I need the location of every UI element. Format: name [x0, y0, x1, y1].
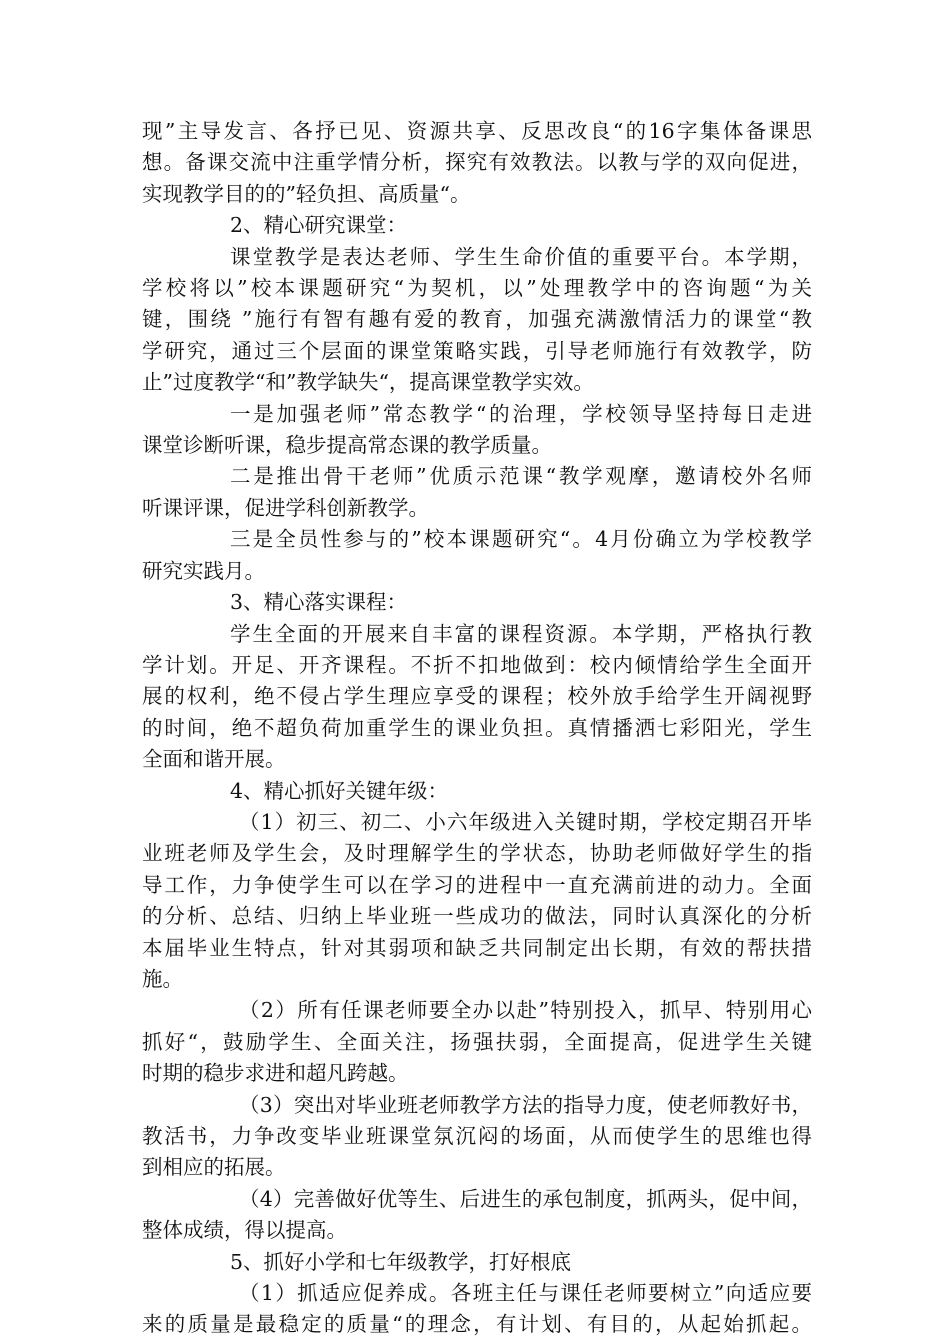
text-line: （3）突出对毕业班老师教学方法的指导力度，使老师教好书，	[239, 1092, 812, 1117]
text-line: 导工作，力争使学生可以在学习的进程中一直充满前进的动力。全面	[142, 872, 812, 897]
text-line: 一是加强老师”常态教学“的治理，学校领导坚持每日走进	[230, 401, 812, 426]
text-line: 学校将以”校本课题研究“为契机，以”处理教学中的咨询题“为关	[142, 276, 812, 301]
text-line: （2）所有任课老师要全办以赴”特别投入，抓早、特别用心	[239, 998, 812, 1023]
text-line: 全面和谐开展。	[142, 747, 286, 772]
text-line: 施。	[142, 966, 183, 991]
text-line: 课堂诊断听课，稳步提高常态课的教学质量。	[142, 433, 552, 458]
text-line: （1）初三、初二、小六年级进入关键时期，学校定期召开毕	[239, 809, 812, 834]
text-line: 的分析、总结、归纳上毕业班一些成功的做法，同时认真深化的分析	[142, 904, 812, 929]
text-line: 5、抓好小学和七年级教学，打好根底	[230, 1249, 572, 1274]
text-line: 学研究，通过三个层面的课堂策略实践，引导老师施行有效教学，防	[142, 338, 812, 363]
text-line: 的时间，绝不超负荷加重学生的课业负担。真情播洒七彩阳光，学生	[142, 715, 812, 740]
text-line: 研究实践月。	[142, 558, 265, 583]
text-line: 整体成绩，得以提高。	[142, 1218, 347, 1243]
text-line: 实现教学目的的”轻负担、高质量“。	[142, 181, 471, 206]
text-line: 课堂教学是表达老师、学生生命价值的重要平台。本学期，	[230, 244, 812, 269]
text-line: 学生全面的开展来自丰富的课程资源。本学期，严格执行教	[230, 621, 812, 646]
text-line: 到相应的拓展。	[142, 1155, 286, 1180]
document-page	[142, 116, 812, 1341]
text-line: 3、精心落实课程：	[230, 590, 408, 615]
text-line: 学计划。开足、开齐课程。不折不扣地做到：校内倾情给学生全面开	[142, 652, 812, 677]
text-line: 来的质量是最稳定的质量“的理念，有计划、有目的，从起始抓起。	[142, 1312, 812, 1337]
text-line: 本届毕业生特点，针对其弱项和缺乏共同制定出长期，有效的帮扶措	[142, 935, 812, 960]
text-line: 展的权利，绝不侵占学生理应享受的课程；校外放手给学生开阔视野	[142, 684, 812, 709]
text-line: 想。备课交流中注重学情分析，探究有效教法。以教与学的双向促进，	[142, 150, 812, 175]
text-line: （1）抓适应促养成。各班主任与课任老师要树立”向适应要	[239, 1281, 812, 1306]
text-line: 时期的稳步求进和超凡跨越。	[142, 1061, 409, 1086]
text-line: 业班老师及学生会，及时理解学生的学状态，协助老师做好学生的指	[142, 841, 812, 866]
text-line: 止”过度教学“和”教学缺失“，提高课堂教学实效。	[142, 370, 594, 395]
text-line: 教活书，力争改变毕业班课堂氛沉闷的场面，从而使学生的思维也得	[142, 1124, 812, 1148]
text-line: 键，围绕 ”施行有智有趣有爱的教育，加强充满激情活力的课堂“教	[142, 307, 812, 332]
text-line: 4、精心抓好关键年级：	[230, 778, 449, 803]
text-line: 2、精心研究课堂：	[230, 213, 408, 238]
text-line: 听课评课，促进学科创新教学。	[142, 495, 429, 520]
text-line: 现”主导发言、各抒已见、资源共享、反思改良“的16字集体备课思	[142, 119, 812, 143]
text-line: 二是推出骨干老师”优质示范课“教学观摩，邀请校外名师	[230, 464, 812, 489]
text-line: 抓好“，鼓励学生、全面关注，扬强扶弱，全面提高，促进学生关键	[142, 1029, 812, 1054]
text-line: （4）完善做好优等生、后进生的承包制度，抓两头，促中间，	[239, 1186, 812, 1211]
text-line: 三是全员性参与的”校本课题研究“。4月份确立为学校教学	[230, 527, 812, 552]
